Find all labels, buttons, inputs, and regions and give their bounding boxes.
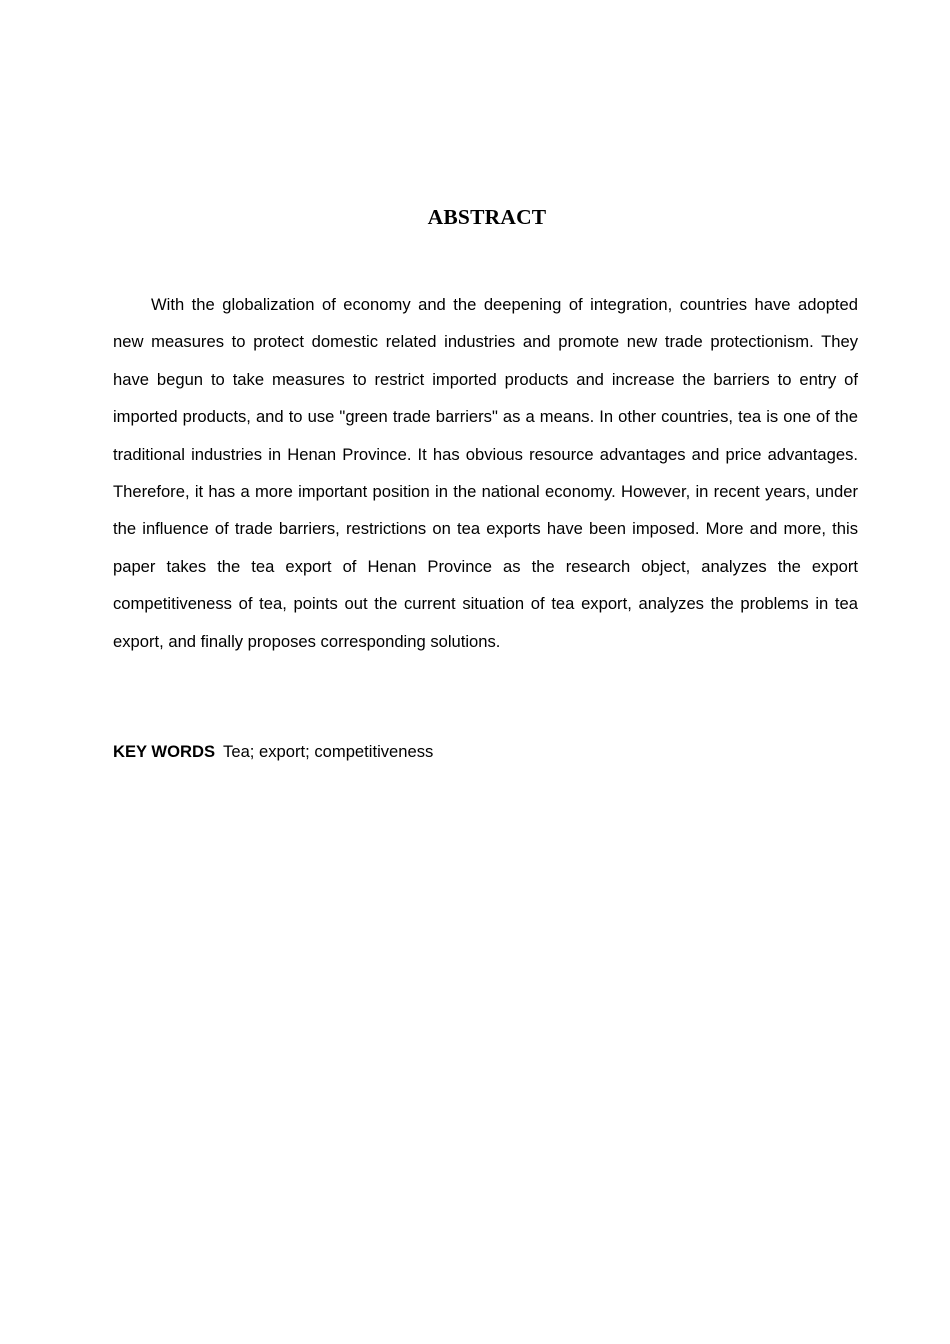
- abstract-title: ABSTRACT: [427, 205, 547, 229]
- abstract-paragraph: With the globalization of economy and the deepening of integration, countries have adopted new measures to protect domestic related industries and promote new trade protectionism. They have begun to take measures to restrict imported products and increase the barriers to entry of imported products, and to use "green trade barriers" as a means. In other countries, tea is one of the traditional industries in Henan Province. It has obvious resource advantages and price advantages. Therefore, it has a more important position in the national economy. However, in recent years, under the influence of trade barriers, restrictions on tea exports have been imposed. More and more, this paper takes the tea export of Henan Province as the research object, analyzes the export competitiveness of tea, points out the current situation of tea export, analyzes the problems in tea export, and finally proposes corresponding solutions.: [113, 295, 858, 651]
- keywords-line: [113, 740, 433, 764]
- keywords-value: Tea; export; competitiveness: [223, 742, 434, 761]
- keywords-label: KEY WORDS: [113, 742, 216, 761]
